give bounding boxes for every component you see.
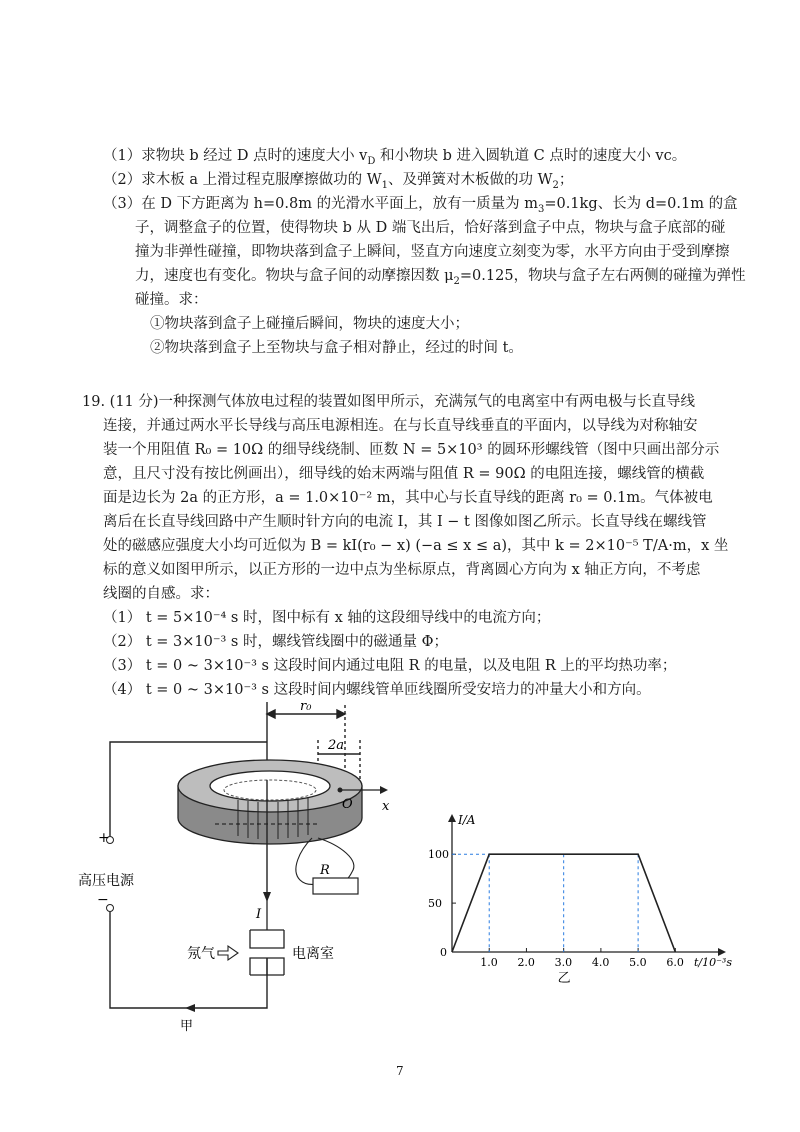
q18-sub3-line1: （3）在 D 下方距离为 h=0.8m 的光滑水平面上，放有一质量为 $m_3=0.1kg$、长为 d=0.1m 的盒 [103, 196, 738, 215]
x-tick-label: 5.0 [629, 956, 647, 969]
q18-sub3-line2: 子，调整盒子的位置，使得物块 b 从 D 端飞出后，恰好落到盒子中点，物块与盒子底部的碰 [135, 220, 726, 236]
figure-b-caption: 乙 [557, 971, 571, 986]
q19-sub3: （3） t = 0 ~ 3×10⁻³ s 这段时间内通过电阻 R 的电量，以及电阻 R 上的平均热功率； [103, 658, 677, 674]
q19-line9: 线圈的自感。求： [103, 586, 219, 602]
q19-line6: 离后在长直导线回路中产生顺时针方向的电流 I，其 I − t 图像如图乙所示。长直导线在螺线管 [103, 514, 707, 530]
y-tick-label: 50 [428, 897, 442, 911]
two-a-label: 2a [328, 738, 345, 753]
figure-a-caption: 甲 [180, 1019, 194, 1034]
x-tick-label: 4.0 [591, 956, 610, 969]
plus-label: + [98, 830, 110, 846]
q18-sub3-item2: ②物块落到盒子上至物块与盒子相对静止，经过的时间 t。 [150, 340, 523, 356]
origin-tick-label: 0 [440, 946, 447, 959]
x-axis-label: t/10⁻³s [694, 956, 732, 969]
y-axis-arrow [448, 814, 456, 822]
q19-line5: 面是边长为 2a 的正方形，a = 1.0×10⁻² m，其中心与长直导线的距离 r₀ = 0.1m。气体被电 [103, 490, 713, 506]
neon-label: 氖气 [187, 946, 215, 962]
q18-sub2: （2）求木板 a 上滑过程克服摩擦做功的 $W_1$、及弹簧对木板做的功 $W_2$； [103, 172, 574, 191]
q19-sub1: （1） t = 5×10⁻⁴ s 时，图中标有 x 轴的这段细导线中的电流方向； [103, 610, 551, 626]
page-number: 7 [396, 1064, 404, 1078]
q18-sub3-line3: 撞为非弹性碰撞，即物块落到盒子上瞬间，竖直方向速度立刻变为零，水平方向由于受到摩擦 [135, 244, 730, 260]
y-tick-label: 100 [428, 848, 449, 862]
y-axis-label: I/A [458, 813, 476, 827]
q18-sub3-item1: ①物块落到盒子上碰撞后瞬间，物块的速度大小； [150, 316, 469, 332]
current-label: I [256, 907, 262, 922]
q19-line2: 连接，并通过两水平长导线与高压电源相连。在与长直导线垂直的平面内，以导线为对称轴安 [103, 418, 698, 434]
r0-label: r₀ [300, 699, 312, 714]
q19-line1: 19. (11 分)一种探测气体放电过程的装置如图甲所示，充满氖气的电离室中有两电极与长直导线 [82, 394, 696, 410]
q18-sub3-line5: 碰撞。求： [135, 292, 208, 308]
x-axis-label: x [382, 799, 390, 814]
q19-line3: 装一个用阻值 R₀ = 10Ω 的细导线绕制、匝数 N = 5×10³ 的圆环形螺线管（图中只画出部分示 [103, 442, 720, 458]
origin-label: O [342, 797, 353, 812]
resistor-label: R [320, 863, 330, 878]
x-tick-label: 6.0 [666, 956, 684, 969]
x-tick-label: 3.0 [554, 956, 573, 969]
q19-sub4: （4） t = 0 ~ 3×10⁻³ s 这段时间内螺线管单匝线圈所受安培力的冲量大小和方向。 [103, 682, 651, 698]
q18-sub3-line4: 力，速度也有变化。物块与盒子间的动摩擦因数 $\mu_2=0.125$，物块与盒子左右两侧的碰撞为弹性 [135, 268, 746, 287]
x-tick-label: 1.0 [480, 956, 498, 969]
q19-line8: 标的意义如图甲所示，以正方形的一边中点为坐标原点，背离圆心方向为 x 轴正方向，不考虑 [103, 562, 701, 578]
x-axis-arrow [718, 948, 726, 956]
q18-sub1: （1）求物块 b 经过 D 点时的速度大小 $v_D$ 和小物块 b 进入圆轨道 C 点时的速度大小 vc。 [103, 148, 687, 167]
q19-line4: 意，且尺寸没有按比例画出），细导线的始末两端与阻值 R = 90Ω 的电阻连接，螺线管的横截 [103, 466, 705, 482]
q19-line7: 处的磁感应强度大小均可近似为 B = kI(r₀ − x) (−a ≤ x ≤ a)，其中 k = 2×10⁻⁵ T/A·m，x 坐 [103, 538, 729, 554]
q19-sub2: （2） t = 3×10⁻³ s 时，螺线管线圈中的磁通量 Φ； [103, 634, 448, 650]
x-tick-label: 2.0 [517, 956, 535, 969]
power-supply-label: 高压电源 [78, 873, 134, 889]
chamber-label: 电离室 [292, 946, 334, 962]
minus-label: − [97, 892, 109, 908]
